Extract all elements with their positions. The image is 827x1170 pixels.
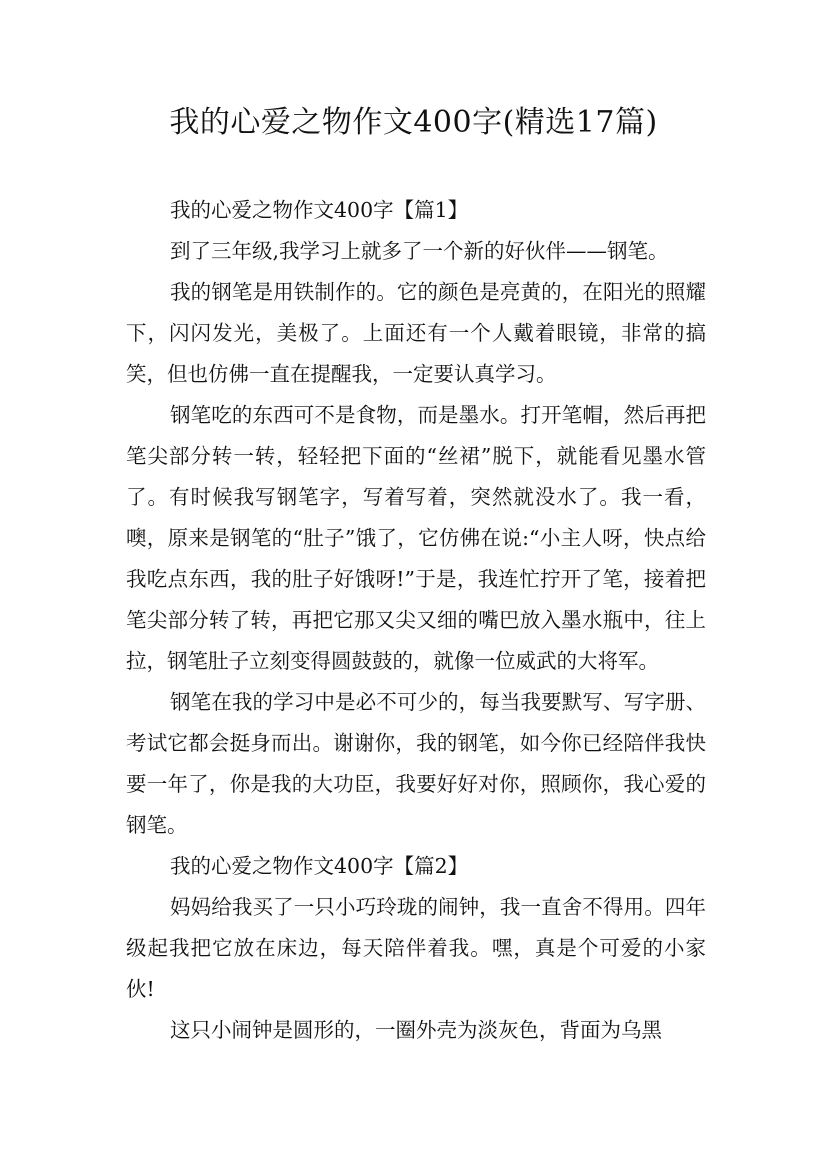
- paragraph: 妈妈给我买了一只小巧玲珑的闹钟，我一直舍不得用。四年级起我把它放在床边，每天陪伴着我。嘿，真是个可爱的小家伙!: [126, 895, 706, 1001]
- paragraph: 这只小闹钟是圆形的，一圈外壳为淡灰色，背面为乌黑: [170, 1018, 662, 1042]
- paragraph: 钢笔吃的东西可不是食物，而是墨水。打开笔帽，然后再把笔尖部分转一转，轻轻把下面的“丝裙”脱下，就能看见墨水管了。有时候我写钢笔字，写着写着，突然就没水了。我一看，噢，原来是钢笔的“肚子”饿了，它仿佛在说:“小主人呀，快点给我吃点东西，我的肚子好饿呀!”于是，我连忙拧开了笔，接着把笔尖部分转了转，再把它那又尖又细的嘴巴放入墨水瓶中，往上拉，钢笔肚子立刻变得圆鼓鼓的，就像一位威武的大将军。: [126, 403, 706, 673]
- paragraph: 到了三年级,我学习上就多了一个新的好伙伴——钢笔。: [170, 239, 669, 263]
- document-body: [126, 190, 706, 1051]
- paragraph: 钢笔在我的学习中是必不可少的，每当我要默写、写字册、考试它都会挺身而出。谢谢你，我的钢笔，如今你已经陪伴我快要一年了，你是我的大功臣，我要好好对你，照顾你，我心爱的钢笔。: [126, 690, 706, 837]
- document-title: 我的心爱之物作文400字(精选17篇): [169, 105, 658, 140]
- paragraph: 我的钢笔是用铁制作的。它的颜色是亮黄的，在阳光的照耀下，闪闪发光，美极了。上面还有一个人戴着眼镜，非常的搞笑，但也仿佛一直在提醒我，一定要认真学习。: [126, 280, 706, 386]
- section-heading-1: 我的心爱之物作文400字【篇1】: [170, 198, 469, 222]
- section-heading-2: 我的心爱之物作文400字【篇2】: [170, 854, 469, 878]
